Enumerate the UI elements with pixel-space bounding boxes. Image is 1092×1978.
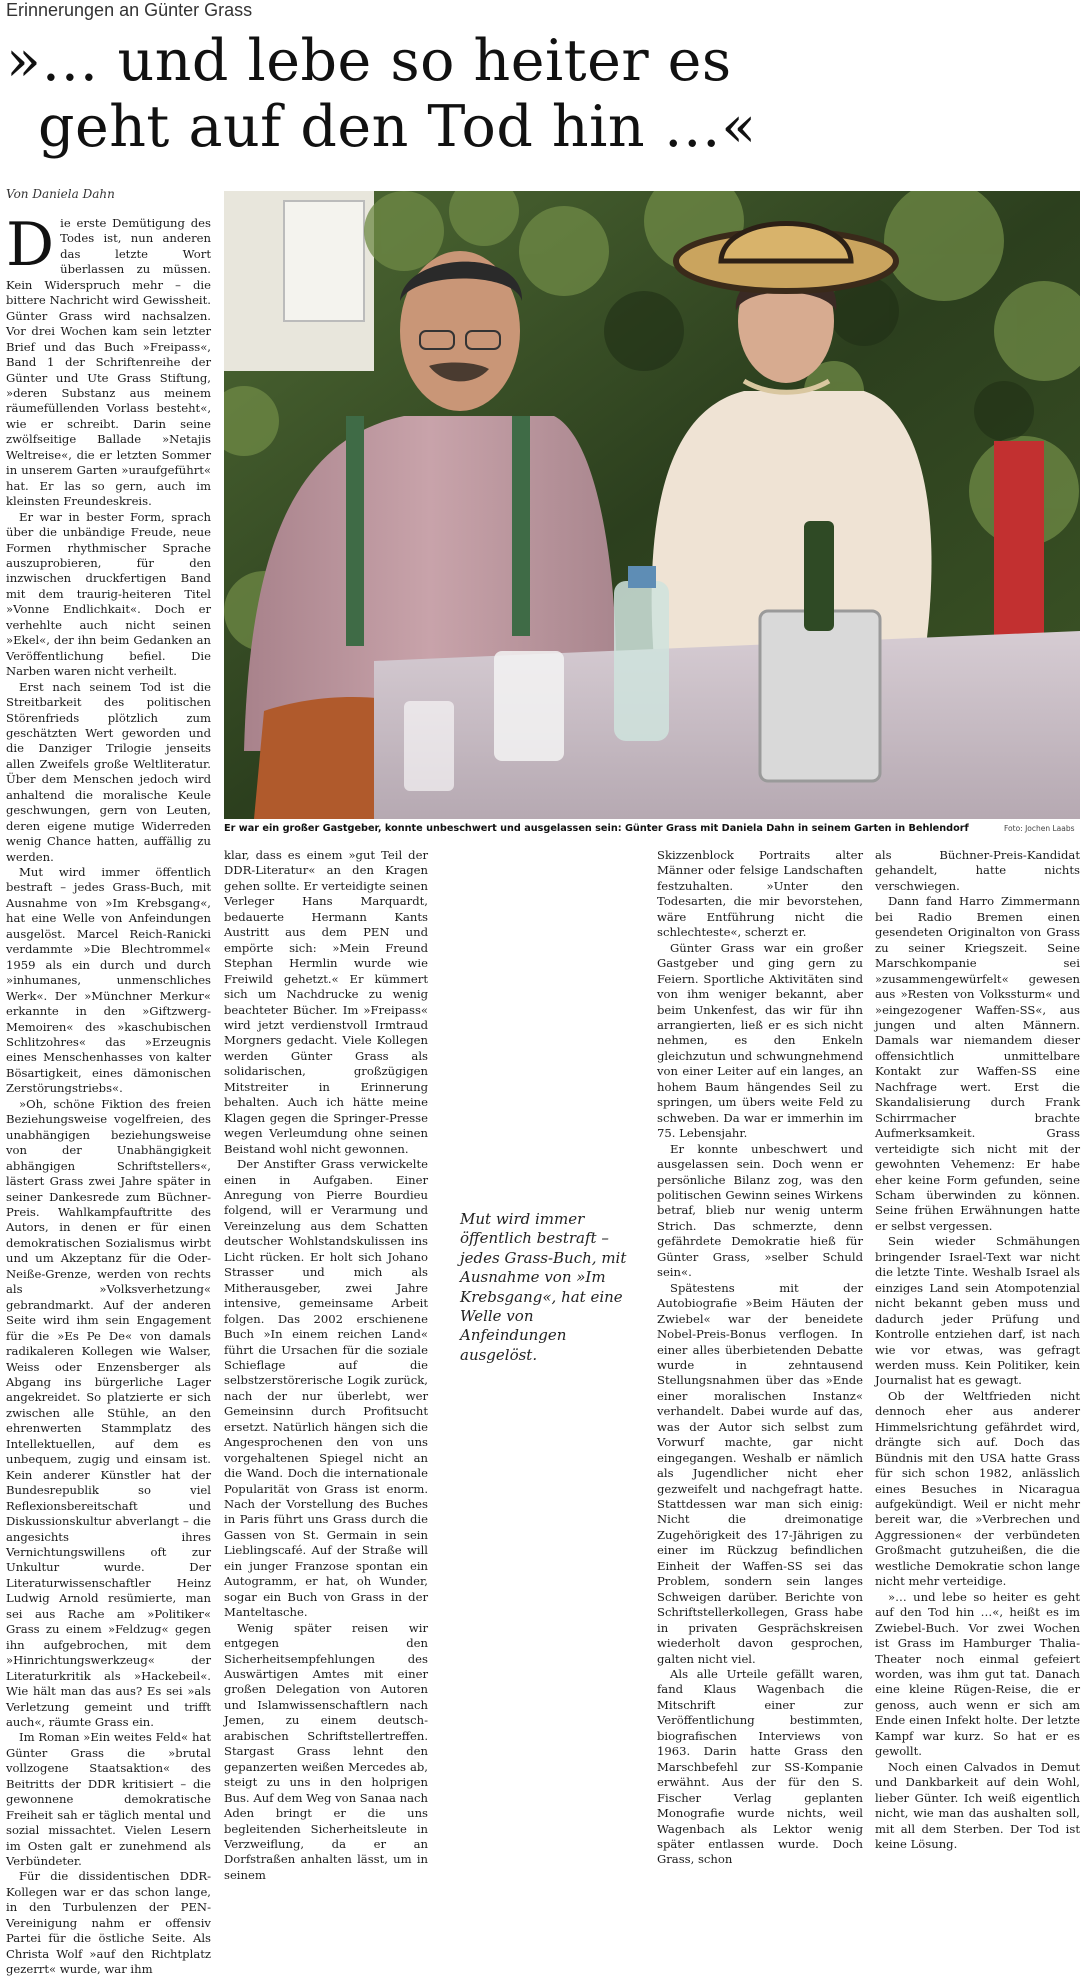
kicker: Erinnerungen an Günter Grass	[6, 0, 253, 20]
headline	[6, 28, 1006, 160]
paragraph-2: Günter Grass war ein großer Gastgeber und ging gern zu Feiern. Sportliche Aktivitäten sind von ihm weniger bekannt, aber beim Unkenfest, das wir für ihn arrangierten, ließ er es sich nicht nehmen, es den Enkeln gleichzutun und schwungnehmend von einer Leiter auf ein langes, an hohem Baum hängendes Seil zu springen, um übers weite Feld zu schweben. Da war er immerhin im 75. Lebensjahr.	[657, 940, 863, 1141]
paragraph-5: »… und lebe so heiter es geht auf den Tod hin …«, heißt es im Zwiebel-Buch. Vor zwei Wochen ist Grass im Hamburger Thalia-Theater noch einmal gefeiert worden, was ihm gut tat. Danach eine kleine Rügen-Reise, die er genoss, auch wenn er sich am Ende einen Infekt holte. Der letzte Kampf war kurz. So hat er es gewollt.	[875, 1589, 1080, 1759]
paragraph-6: Noch einen Calvados in Demut und Dankbarkeit auf dein Wohl, lieber Günter. Ich weiß eigentlich nicht, wie man das aushalten soll, mit all dem Sterben. Der Tod ist keine Lösung.	[875, 1759, 1080, 1851]
paragraph-5: Als alle Urteile gefällt waren, fand Klaus Wagenbach die Mitschrift einer zur Veröffentlichung bestimmten, biografischen Interviews von 1963. Darin hatte Grass den Marschbefehl zur SS-Kompanie erwähnt. Aus der für den S. Fischer Verlag geplanten Monografie wurde nichts, weil Wagenbach als Lektor wenig später entlassen wurde. Doch Grass, schon	[657, 1667, 863, 1867]
paragraph-1	[6, 210, 211, 510]
paragraph-1-text: ie erste Demütigung des Todes ist, nun anderen das letzte Wort überlassen zu müssen. Kein Widerspruch mehr – die bittere Nachricht wird Gewissheit. Günter Grass wird nachsalzen. Vor drei Wochen kam sein letzter Brief und das Buch »Freipass«, Band 1 der Schriftenreihe der Günter und Ute Grass Stiftung, »deren Substanz aus meinem räumefüllenden Vorlass besteht«, wie er schreibt. Darin seine zwölfseitige Ballade »Netajis Weltreise«, die er letzten Sommer in unserem Garten »uraufgeführt« hat. Er las so gern, auch im kleinsten Freundeskreis.	[6, 216, 211, 509]
window-frame	[284, 201, 364, 321]
byline: Von Daniela Dahn	[6, 187, 115, 201]
paragraph-1: klar, dass es einem »gut Teil der DDR-Literatur« an den Kragen gehen sollte. Er verteidigte seinen Verleger Hans Marquardt, bedauerte Hermann Kants Austritt aus dem PEN und empörte sich: »Mein Freund Stephan Hermlin wurde wie Freiwild gehetzt.« Er kümmert sich um Nachdrucke zu wenig beachteter Bücher. Im »Freipass« wird jetzt verdienstvoll Irmtraud Morgners gedacht. Viele Kollegen werden Günter Grass als solidarischen, großzügigen Mitstreiter in Erinnerung behalten. Auch ich hätte meine Klagen gegen die Springer-Presse wegen Verleumdung ohne seinen Beistand wohl nicht gewonnen.	[224, 848, 428, 1156]
paragraph-6: Im Roman »Ein weites Feld« hat Günter Grass die »brutal vollzogene Staatsaktion« des Beitritts der DDR kritisiert – die gewonnene demokratische Freiheit sah er täglich mental und sozial missachtet. Vielen Lesern im Osten galt er zunehmend als Verbündeter.	[6, 1730, 211, 1869]
headline-line-2: geht auf den Tod hin …«	[38, 94, 757, 160]
pull-quote: Mut wird immer öffentlich bestraft – jedes Grass-Buch, mit Ausnahme von »Im Krebsgang«, hat eine Welle von Anfeindungen ausgelöst.	[460, 1210, 627, 1364]
paragraph-4: Spätestens mit der Autobiografie »Beim Häuten der Zwiebel« war der beneidete Nobel-Preis-Bonus verflogen. In einer alles überbietenden Debatte wurde in zehntausend Stellungsnahmen über das »Ende einer moralischen Instanz« verhandelt. Dabei wurde auf das, was der Autor sich selbst zum Vorwurf machte, gar nicht eingegangen. Weshalb er nämlich als Jugendlicher nicht eher gezweifelt und nachgefragt hatte. Stattdessen war man sich einig: Nicht die dreimonatige Zugehörigkeit des 17-Jährigen zu einer im Rückzug befindlichen Einheit der Waffen-SS sei das Problem, sondern sein langes Schweigen darüber. Berichte von Schriftstellerkollegen, Grass habe in privaten Gesprächskreisen wiederholt davon gesprochen, galten nicht viel.	[657, 1280, 863, 1666]
red-chair	[994, 441, 1044, 641]
paragraph-4: Ob der Weltfrieden nicht dennoch eher aus anderer Himmelsrichtung gefährdet wird, drängte sich auf. Doch das Bündnis mit den USA hatte Grass für sich schon 1982, anlässlich eines Besuches in Nicaragua aufgekündigt. Weil er nicht mehr bereit war, die »Verbrechen und Aggressionen« der verbündeten Großmacht gutzuheißen, die die westliche Demokratie schon lange nicht mehr verteidige.	[875, 1388, 1080, 1589]
paragraph-7: Für die dissidentischen DDR-Kollegen war er das schon lange, in den Turbulenzen der PEN-Vereinigung nahm er offensiv Partei für die östliche Seite. Als Christa Wolf »auf den Richtplatz gezerrt« wurde, war ihm	[6, 1869, 211, 1977]
drop-cap: D	[6, 210, 55, 280]
paragraph-3: Erst nach seinem Tod ist die Streitbarkeit des politischen Störenfrieds plötzlich zum geschätzten Wert geworden und die Danziger Trilogie jenseits allen Zweifels große Weltliteratur. Über dem Menschen jedoch wird anhaltend die moralische Keule geschwungen, gern von Leuten, deren eigene mutige Widerreden wenig Chance hatten, auffällig zu werden.	[6, 679, 211, 864]
paragraph-1: als Büchner-Preis-Kandidat gehandelt, hatte nichts verschwiegen.	[875, 848, 1080, 893]
paragraph-1: Skizzenblock Portraits alter Männer oder felsige Landschaften festzuhalten. »Unter den Todesarten, die mir bevorstehen, wäre Entführung nicht die schlechteste«, scherzt er.	[657, 848, 863, 940]
paragraph-4: Mut wird immer öffentlich bestraft – jedes Grass-Buch, mit Ausnahme von »Im Krebsgang«, hat eine Welle von Anfeindungen ausgelöst. Marcel Reich-Ranicki verdammte »Die Blechtrommel« 1959 als ein durch und durch »inhumanes, unmenschliches Werk«. Der »Münchner Merkur« erkannte in den »Giftzwerg-Memoiren« des »kaschubischen Schlitzohres« das »Erzeugnis eines Menschenhasses von kalter Bösartigkeit, eines dämonischen Zerstörungstriebs«.	[6, 865, 211, 1096]
photo-caption: Er war ein großer Gastgeber, konnte unbeschwert und ausgelassen sein: Günter Grass mit Daniela Dahn in seinem Garten in Behlendorf	[224, 823, 969, 834]
article-column-3	[657, 848, 863, 1868]
article-column-4	[875, 848, 1080, 1852]
paragraph-2: Dann fand Harro Zimmermann bei Radio Bremen einen gesendeten Originalton von Grass zu seiner Kriegszeit. Seine Marschkompanie sei »zusammengewürfelt« gewesen aus »Resten von Volkssturm« und »eingezogener Waffen-SS«, aus jungen und alten Männern. Damals war niemandem dieser offensichtlich unmittelbare Kontakt zur Waffen-SS eine Nachfrage wert. Erst die Skandalisierung durch Frank Schirrmacher brachte Aufmerksamkeit. Grass verteidigte sich nicht mit der gewohnten Vehemenz: Er habe eher keine Form gefunden, seine Scham überwinden zu können. Seine frühen Erwähnungen hatte er selbst vergessen.	[875, 894, 1080, 1233]
table	[374, 631, 1080, 819]
photo-credit: Foto: Jochen Laabs	[1004, 824, 1075, 833]
article-column-1	[6, 210, 211, 1978]
paragraph-2: Er war in bester Form, sprach über die unbändige Freude, neue Formen rhythmischer Sprache auszuprobieren, für den inzwischen druckfertigen Band mit dem traurig-heiteren Titel »Vonne Endlichkait«. Doch er verhehlte auch nicht seinen »Ekel«, der ihn beim Gedanken an Veröffentlichung befiel. Die Narben waren nicht verheilt.	[6, 509, 211, 679]
article-column-2	[224, 848, 428, 1883]
article-photo	[224, 191, 1080, 819]
paragraph-3: Wenig später reisen wir entgegen den Sicherheitsempfehlungen des Auswärtigen Amtes mit einer großen Delegation von Autoren und Islamwissenschaftlern nach Jemen, zu einem deutsch-arabischen Schriftstellertreffen. Stargast Grass lehnt den gepanzerten weißen Mercedes ab, steigt zu uns in den holprigen Bus. Auf dem Weg von Sanaa nach Aden bringt er die uns begleitenden Sicherheitsleute in Verzweiflung, da er an Dorfstraßen anhalten lässt, um in seinem	[224, 1620, 428, 1882]
paragraph-5: »Oh, schöne Fiktion des freien Beziehungsweise vogelfreien, des unabhängigen beziehungsweise von der Unabhängigkeit abhängigen Schriftstellers«, lästert Grass zwei Jahre später in seiner Dankesrede zum Büchner-Preis. Wahlkampfauftritte des Autors, in denen er für einen demokratischen Sozialismus wirbt und um Akzeptanz für die Oder-Neiße-Grenze, werden von rechts als »Volksverhetzung« gebrandmarkt. Auf der anderen Seite wird ihm sein Engagement für die »Es Pe De« von damals radikaleren Kollegen wie Walser, Weiss oder Enzensberger als Abgang ins bürgerliche Lager angekreidet. So platzierte er sich zwischen alle Stühle, an den ehrenwerten Stammplatz des Intellektuellen, auf dem es unbequem, zugig und einsam ist. Kein anderer Künstler hat der Bundesrepublik so viel Reflexionsbereitschaft und Diskussionskultur abverlangt – die angesichts ihres Vernichtungswillens oft zur Unkultur wurde. Der Literaturwissenschaftler Heinz Ludwig Arnold resümierte, man sei aus Rache am »Politiker« Grass zu einem »Feldzug« gegen ihn aufgebrochen, mit dem »Hinrichtungswerkzeug« der Literaturkritik als »Hackebeil«. Wie hält man das aus? Es sei »als Verletzung gemeint und trifft auch«, räumte Grass ein.	[6, 1096, 211, 1729]
paragraph-2: Der Anstifter Grass verwickelte einen in Aufgaben. Einer Anregung von Pierre Bourdieu folgend, will er Verarmung und Vereinzelung aus dem Schatten deutscher Wohlstandskulissen ins Licht rücken. Er holt sich Johano Strasser und mich als Mitherausgeber, zwei Jahre intensive, gemeinsame Arbeit folgen. Das 2002 erschienene Buch »In einem reichen Land« führt die Ursachen für die soziale Schieflage auf die selbstzerstörerische Logik zurück, nach der nur überlebt, wer Gemeinsinn durch Profitsucht ersetzt. Natürlich hängen sich die Angesprochenen den von uns vorgehaltenen Spiegel nicht an die Wand. Doch die internationale Popularität von Grass ist enorm. Nach der Vorstellung des Buches in Paris führt uns Grass durch die Gassen von St. Germain in sein Lieblingscafé. Auf der Straße will ein junger Franzose spontan ein Autogramm, er hat, oh Wunder, sogar ein Buch von Grass in der Manteltasche.	[224, 1157, 428, 1620]
garden-photo-illustration	[224, 191, 1080, 819]
headline-line-1: »… und lebe so heiter es	[6, 28, 732, 94]
paragraph-3: Sein wieder Schmähungen bringender Israel-Text war nicht die letzte Tinte. Weshalb Israel als einziges Land sein Atompotenzial nicht bekannt geben muss und dadurch jeder Prüfung und Kontrolle entziehen darf, ist nach wie vor etwas, was gefragt werden muss. Kein Politiker, kein Journalist hat es gewagt.	[875, 1234, 1080, 1388]
paragraph-3: Er konnte unbeschwert und ausgelassen sein. Doch wenn er persönliche Bilanz zog, was den politischen Gewinn seines Wirkens betraf, blieb nur wenig unterm Strich. Das schmerzte, denn gefährdete Demokratie hieß für Günter Grass, »selber Schuld sein«.	[657, 1141, 863, 1280]
